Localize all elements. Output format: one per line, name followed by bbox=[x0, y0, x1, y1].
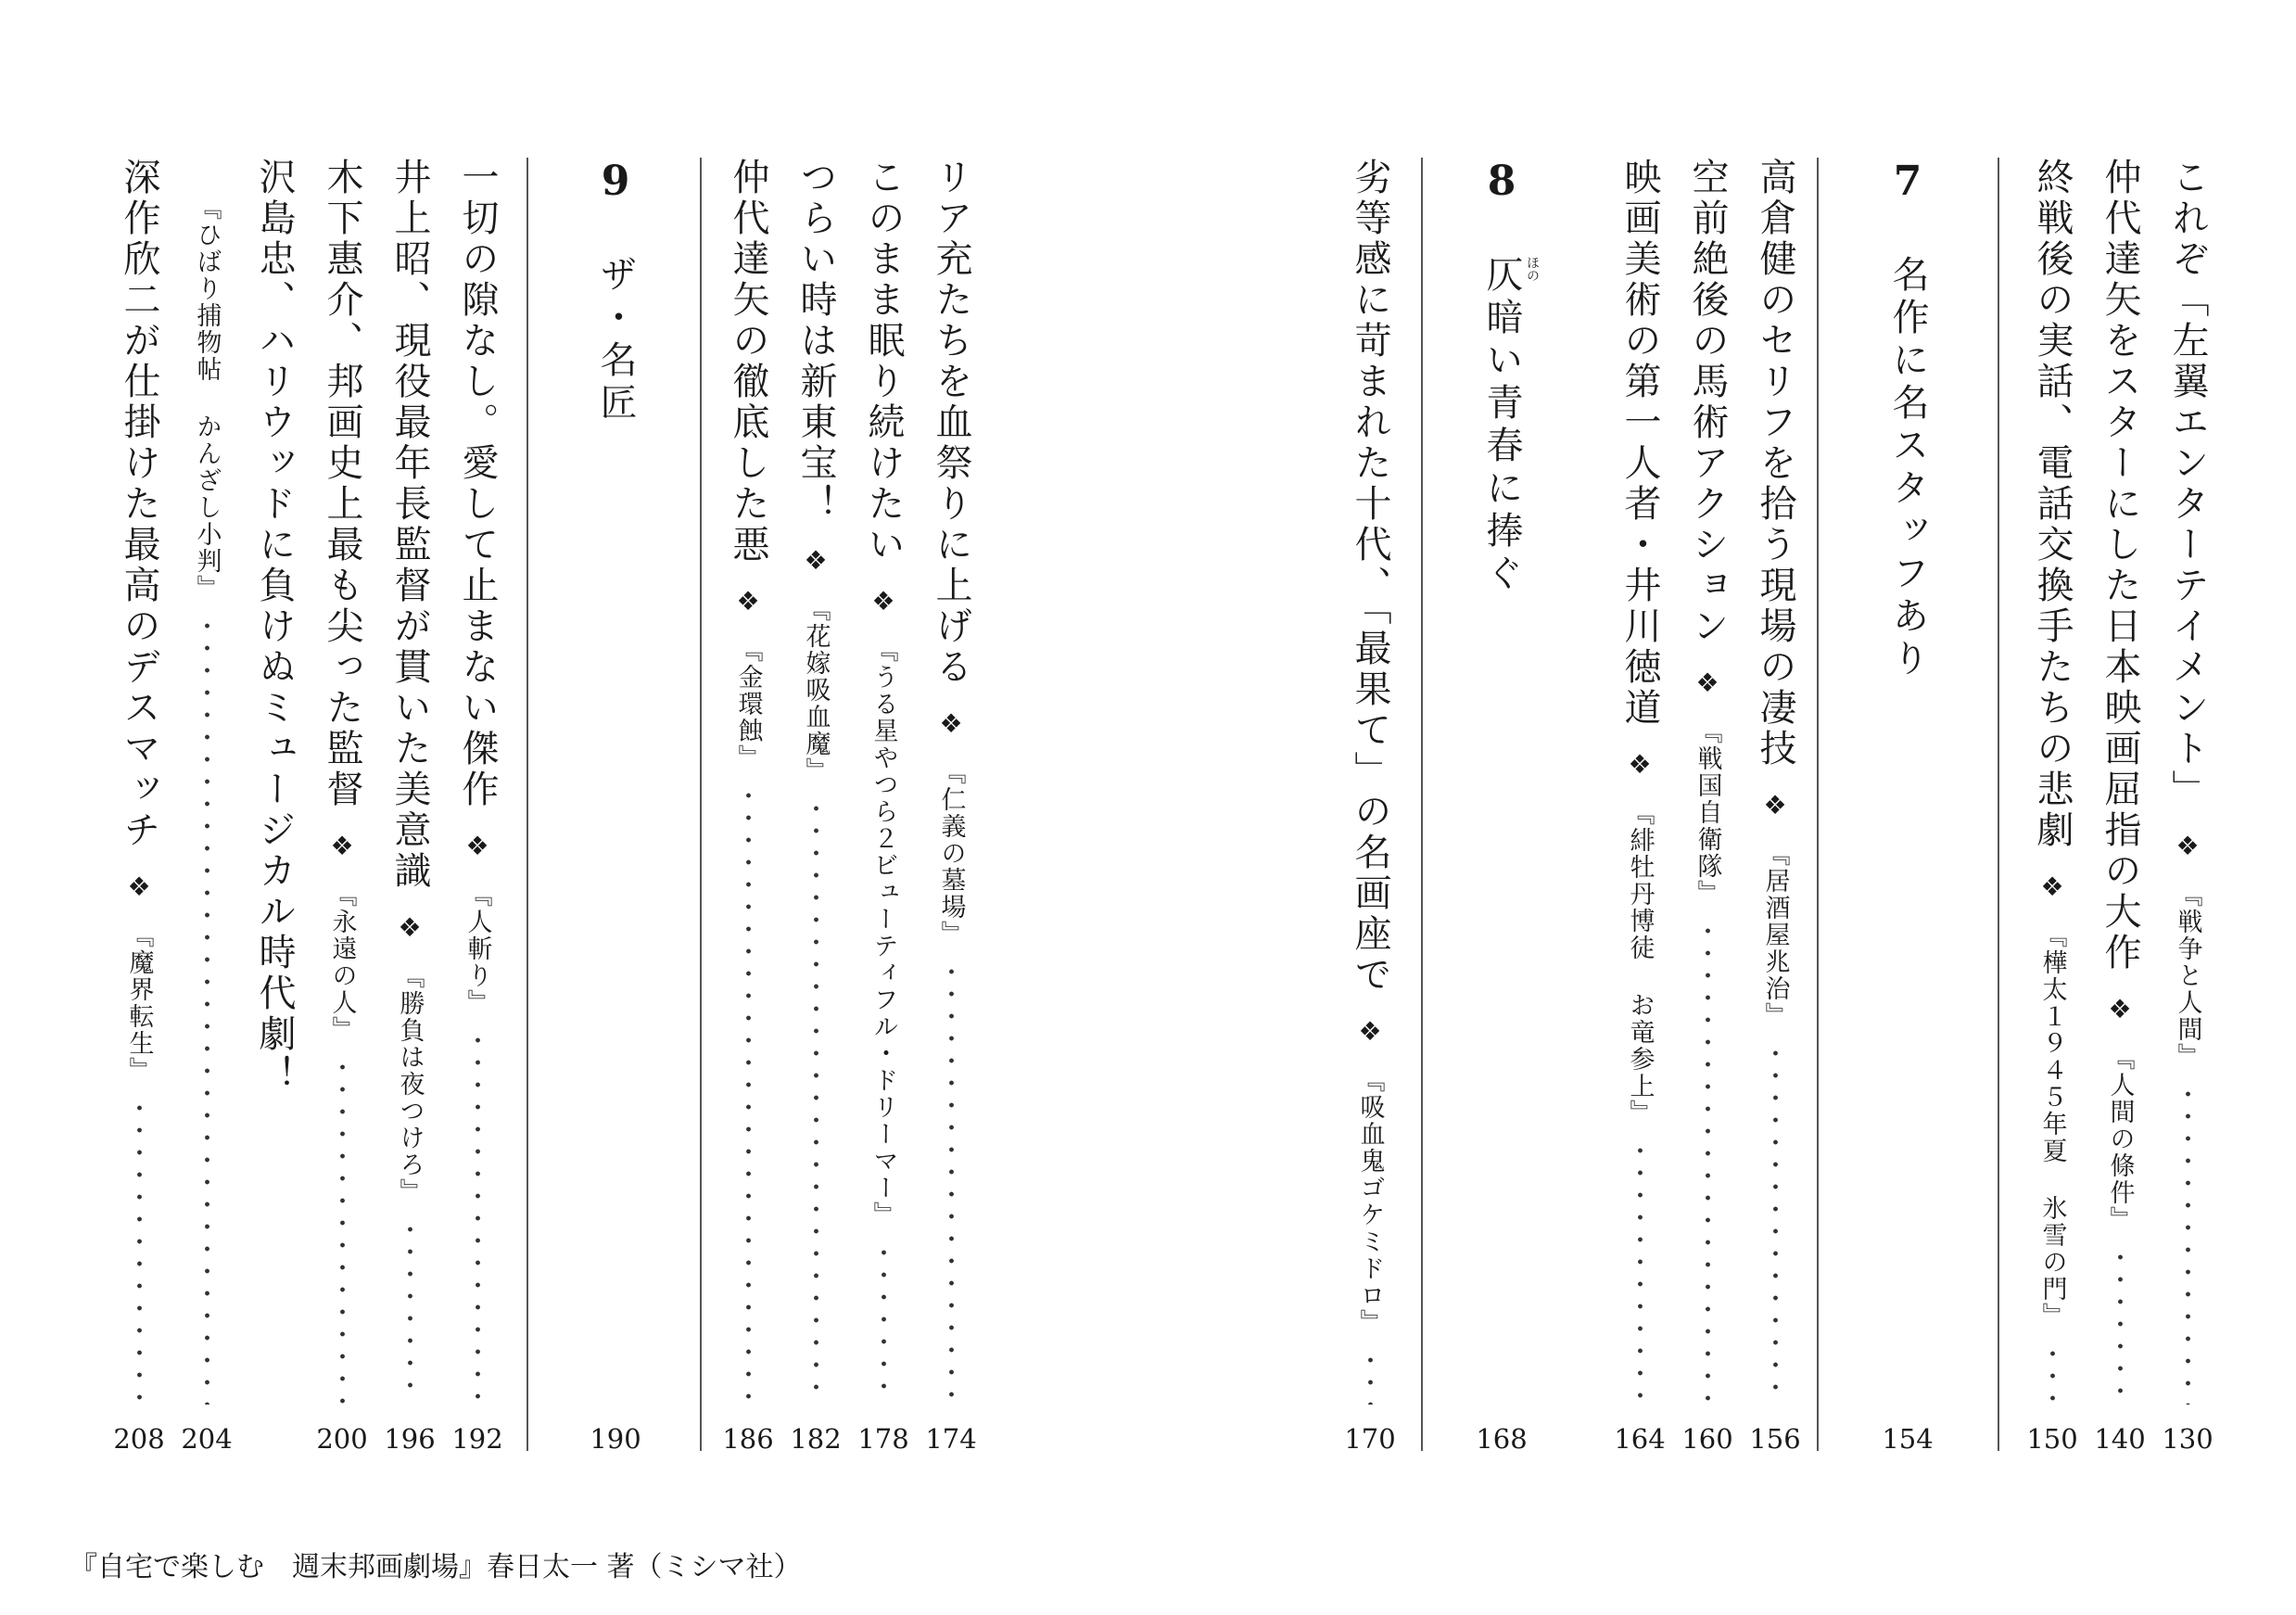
dot-leader bbox=[882, 1241, 886, 1405]
dot-leader bbox=[205, 615, 209, 1405]
dot-leader bbox=[1368, 1349, 1373, 1405]
diamond-icon: ❖ bbox=[1692, 668, 1723, 698]
toc-entry[interactable] bbox=[919, 0, 983, 1615]
film-title: 『人斬り』 bbox=[463, 882, 492, 1016]
dot-leader bbox=[814, 797, 818, 1405]
entry-text bbox=[445, 158, 510, 1016]
furigana: ほの bbox=[1525, 256, 1540, 282]
diamond-icon: ❖ bbox=[394, 912, 425, 943]
entry-title: 沢島忠、ハリウッドに負けぬミュージカル時代劇！ bbox=[253, 158, 296, 1096]
diamond-icon: ❖ bbox=[1624, 749, 1655, 780]
chapter-title: 名作に名スタッフあり bbox=[1886, 255, 1929, 681]
chapter-heading[interactable] bbox=[1469, 0, 1540, 1615]
page-number: 192 bbox=[451, 1423, 503, 1455]
toc-entry[interactable] bbox=[445, 0, 510, 1615]
dot-leader bbox=[137, 1097, 142, 1405]
section-divider bbox=[526, 158, 528, 1451]
section-divider bbox=[1998, 158, 1999, 1451]
toc-entry[interactable] bbox=[1607, 0, 1672, 1615]
film-title: 『樺太１９４５年夏 氷雪の門』 bbox=[2037, 922, 2067, 1329]
film-title: 『緋牡丹博徒 お竜参上』 bbox=[1625, 800, 1655, 1126]
entry-title: 仲代達矢の徹底した悪 bbox=[727, 158, 769, 566]
entry-text bbox=[783, 158, 848, 784]
page-number: 170 bbox=[1344, 1423, 1396, 1455]
entry-text bbox=[377, 158, 442, 1205]
entry-title: 空前絶後の馬術アクション bbox=[1686, 158, 1729, 647]
chapter-number: 8 bbox=[1487, 158, 1516, 205]
diamond-icon: ❖ bbox=[2172, 831, 2203, 861]
dot-leader bbox=[2050, 1342, 2055, 1405]
film-title: 『人間の條件』 bbox=[2105, 1045, 2135, 1233]
page-number: 154 bbox=[1882, 1423, 1934, 1455]
diamond-icon: ❖ bbox=[462, 831, 493, 861]
entry-text bbox=[107, 158, 171, 1084]
film-title: 『ひばり捕物帖 かんざし小判』 bbox=[192, 195, 222, 602]
film-title: 『吸血鬼ゴケミドロ』 bbox=[1355, 1067, 1385, 1336]
toc-entry[interactable] bbox=[783, 0, 848, 1615]
diamond-icon: ❖ bbox=[935, 708, 967, 739]
entry-title: このまま眠り続けたい bbox=[862, 158, 905, 566]
book-credit: 『自宅で楽しむ 週末邦画劇場』春日太一 著（ミシマ社） bbox=[70, 1551, 802, 1583]
toc-entry[interactable] bbox=[310, 0, 374, 1615]
film-title: 『永遠の人』 bbox=[327, 882, 357, 1043]
diamond-icon: ❖ bbox=[732, 586, 764, 617]
entry-text bbox=[919, 158, 983, 947]
page-number: 182 bbox=[790, 1423, 842, 1455]
page-number: 130 bbox=[2162, 1423, 2214, 1455]
page-number: 150 bbox=[2026, 1423, 2078, 1455]
entry-text bbox=[1607, 158, 1672, 1126]
chapter-number: 7 bbox=[1893, 158, 1922, 205]
film-title: 『勝負は夜つけろ』 bbox=[395, 963, 425, 1205]
entry-text bbox=[2087, 158, 2152, 1233]
page-number: 178 bbox=[857, 1423, 909, 1455]
diamond-icon: ❖ bbox=[868, 586, 899, 617]
entry-title: 終戦後の実話、電話交換手たちの悲劇 bbox=[2031, 158, 2074, 851]
toc-entry[interactable] bbox=[174, 0, 239, 1615]
entry-title: つらい時は新東宝！ bbox=[794, 158, 837, 525]
toc-entry[interactable] bbox=[716, 0, 780, 1615]
entry-text bbox=[2020, 158, 2085, 1329]
toc-entry[interactable] bbox=[242, 0, 307, 1615]
page-number: 196 bbox=[384, 1423, 436, 1455]
entry-title: 木下惠介、邦画史上最も尖った監督 bbox=[321, 158, 363, 810]
page-number: 186 bbox=[722, 1423, 774, 1455]
entry-title: 劣等感に苛まれた十代、「最果て」の名画座で bbox=[1349, 158, 1391, 996]
dot-leader bbox=[1706, 920, 1710, 1405]
section-divider bbox=[700, 158, 702, 1451]
entry-text bbox=[1675, 158, 1740, 907]
toc-entry[interactable] bbox=[107, 0, 171, 1615]
toc-entry[interactable] bbox=[2020, 0, 2085, 1615]
entry-title: 映画美術の第一人者・井川徳道 bbox=[1618, 158, 1661, 729]
page-number: 174 bbox=[925, 1423, 977, 1455]
entry-title: 井上昭、現役最年長監督が貫いた美意識 bbox=[388, 158, 431, 892]
film-title: 『居酒屋兆治』 bbox=[1760, 841, 1790, 1029]
entry-text bbox=[242, 158, 307, 1096]
dot-leader bbox=[2186, 1083, 2190, 1405]
toc-entry[interactable] bbox=[1338, 0, 1402, 1615]
dot-leader bbox=[1638, 1139, 1643, 1405]
section-divider bbox=[1817, 158, 1819, 1451]
entry-text bbox=[310, 158, 374, 1043]
entry-text bbox=[174, 195, 239, 602]
toc-entry[interactable] bbox=[377, 0, 442, 1615]
entry-text bbox=[851, 158, 916, 1228]
page-number: 168 bbox=[1476, 1423, 1528, 1455]
page-number: 160 bbox=[1681, 1423, 1733, 1455]
dot-leader bbox=[746, 784, 751, 1405]
film-title: 『金環蝕』 bbox=[733, 637, 763, 771]
chapter-heading[interactable] bbox=[1875, 0, 1940, 1615]
chapter-heading[interactable] bbox=[583, 0, 648, 1615]
page-number: 204 bbox=[181, 1423, 233, 1455]
entry-title: 一切の隙なし。愛して止まない傑作 bbox=[456, 158, 499, 810]
dot-leader bbox=[949, 960, 954, 1405]
page-number: 140 bbox=[2094, 1423, 2146, 1455]
diamond-icon: ❖ bbox=[2104, 994, 2136, 1024]
diamond-icon: ❖ bbox=[2036, 871, 2068, 902]
toc-entry[interactable] bbox=[2155, 0, 2220, 1615]
chapter-number: 9 bbox=[601, 158, 630, 205]
entry-title: 深作欣二が仕掛けた最高のデスマッチ bbox=[118, 158, 160, 851]
diamond-icon: ❖ bbox=[1354, 1016, 1386, 1047]
page-number: 208 bbox=[113, 1423, 165, 1455]
film-title: 『魔界転生』 bbox=[124, 922, 154, 1084]
dot-leader bbox=[408, 1218, 412, 1405]
diamond-icon: ❖ bbox=[123, 871, 155, 902]
entry-title: 仲代達矢をスターにした日本映画屈指の大作 bbox=[2099, 158, 2141, 973]
page-number: 164 bbox=[1614, 1423, 1666, 1455]
entry-text bbox=[1743, 158, 1808, 1029]
toc-entry[interactable] bbox=[1743, 0, 1808, 1615]
chapter-title: ザ・名匠 bbox=[594, 255, 637, 426]
entry-title: リア充たちを血祭りに上げる bbox=[930, 158, 972, 688]
diamond-icon: ❖ bbox=[800, 545, 831, 576]
film-title: 『うる星やつら２ビューティフル・ドリーマー』 bbox=[869, 637, 898, 1228]
page-number: 156 bbox=[1749, 1423, 1801, 1455]
film-title: 『花嫁吸血魔』 bbox=[801, 596, 831, 784]
section-divider bbox=[1421, 158, 1423, 1451]
toc-entry[interactable] bbox=[851, 0, 916, 1615]
film-title: 『戦争と人間』 bbox=[2173, 882, 2202, 1070]
entry-text bbox=[2155, 158, 2220, 1070]
dot-leader bbox=[1773, 1042, 1778, 1405]
film-title: 『戦国自衛隊』 bbox=[1693, 718, 1722, 907]
film-title: 『仁義の墓場』 bbox=[936, 759, 966, 947]
toc-entry[interactable] bbox=[1675, 0, 1740, 1615]
diamond-icon: ❖ bbox=[1759, 790, 1791, 820]
entry-title: 高倉健のセリフを拾う現場の凄技 bbox=[1754, 158, 1796, 769]
chapter-title: 仄暗い青春に捧ぐ bbox=[1480, 255, 1523, 596]
page-number: 190 bbox=[590, 1423, 641, 1455]
dot-leader bbox=[476, 1029, 480, 1405]
diamond-icon: ❖ bbox=[326, 831, 358, 861]
dot-leader bbox=[2118, 1246, 2123, 1405]
dot-leader bbox=[340, 1056, 345, 1405]
page-number: 200 bbox=[316, 1423, 368, 1455]
entry-text bbox=[716, 158, 780, 771]
entry-text bbox=[1338, 158, 1402, 1336]
entry-title: これぞ「左翼エンターテイメント」 bbox=[2166, 158, 2209, 810]
toc-entry[interactable] bbox=[2087, 0, 2152, 1615]
